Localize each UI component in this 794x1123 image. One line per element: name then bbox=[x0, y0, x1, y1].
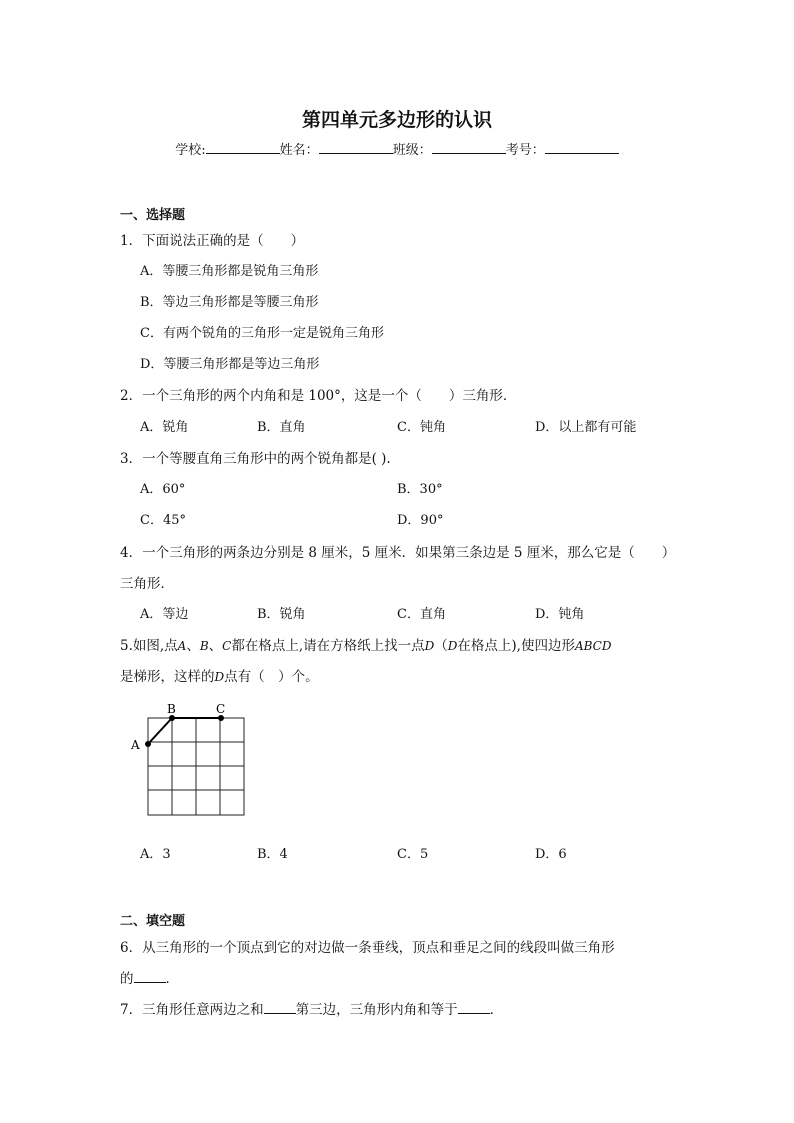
class-blank bbox=[432, 140, 506, 154]
point-c-ref: C bbox=[222, 639, 232, 653]
question-2-option-d: D．以上都有可能 bbox=[535, 420, 637, 435]
school-blank bbox=[206, 140, 280, 154]
question-1-option-b: B．等边三角形都是等腰三角形 bbox=[140, 295, 319, 310]
point-b-ref: B bbox=[199, 639, 209, 653]
question-6-blank[interactable] bbox=[134, 970, 166, 983]
question-5-option-c: C．5 bbox=[397, 847, 429, 862]
section-choice-heading: 一、选择题 bbox=[120, 208, 186, 223]
question-5-option-b: B．4 bbox=[257, 847, 288, 862]
point-a-dot bbox=[145, 741, 151, 747]
name-label: 姓名： bbox=[279, 143, 319, 158]
class-label: 班级： bbox=[392, 143, 432, 158]
question-4-option-b: B．锐角 bbox=[257, 607, 306, 622]
question-4-stem-line2: 三角形． bbox=[120, 576, 174, 592]
page-title: 第四单元多边形的认识 bbox=[301, 109, 492, 131]
question-2-stem: 2．一个三角形的两个内角和是 100°，这是一个（ ）三角形． bbox=[120, 388, 517, 404]
question-5-stem-line2 bbox=[120, 665, 319, 685]
label-c: C bbox=[216, 702, 226, 716]
question-3-option-d: D．90° bbox=[397, 513, 444, 528]
q7-text: 7．三角形任意两边之和 bbox=[120, 1002, 264, 1018]
question-6-stem-line1: 6．从三角形的一个顶点到它的对边做一条垂线，顶点和垂足之间的线段叫做三角形 bbox=[120, 940, 615, 956]
quadrilateral-ref: ABCD bbox=[574, 639, 612, 653]
question-1-option-d: D．等腰三角形都是等边三角形 bbox=[140, 357, 320, 372]
q5-text: 点有（ ）个。 bbox=[224, 669, 319, 685]
grid-figure bbox=[125, 698, 255, 823]
label-a: A bbox=[131, 738, 140, 752]
question-2-option-a: A．锐角 bbox=[140, 420, 189, 435]
q6-text: ． bbox=[165, 971, 179, 987]
section-fill-heading: 二、填空题 bbox=[120, 914, 186, 929]
question-7-blank-1[interactable] bbox=[264, 1001, 296, 1014]
question-4-stem-line1: 4．一个三角形的两条边分别是 8 厘米，5 厘米．如果第三条边是 5 厘米，那么它是（ ） bbox=[120, 545, 676, 561]
point-a-ref: A bbox=[177, 639, 187, 653]
q7-text: ． bbox=[489, 1002, 504, 1018]
question-4-option-c: C．直角 bbox=[397, 607, 446, 622]
question-1-option-a: A．等腰三角形都是锐角三角形 bbox=[140, 264, 319, 279]
q5-sep: 、 bbox=[186, 638, 200, 654]
student-info-line bbox=[0, 139, 794, 158]
point-d-ref: D bbox=[424, 639, 435, 653]
question-5-stem-line1 bbox=[120, 634, 611, 654]
segment-abc bbox=[148, 718, 221, 744]
question-4-option-a: A．等边 bbox=[140, 607, 189, 622]
point-d-ref: D bbox=[214, 670, 225, 684]
question-2-option-b: B．直角 bbox=[257, 420, 306, 435]
q5-text: 在格点上),使四边形 bbox=[457, 638, 575, 654]
question-7-stem bbox=[120, 998, 503, 1018]
question-2-option-c: C．钝角 bbox=[397, 420, 446, 435]
number-label: 考号： bbox=[505, 143, 545, 158]
question-5-option-d: D．6 bbox=[535, 847, 567, 862]
q5-text: 都在格点上,请在方格纸上找一点 bbox=[231, 638, 425, 654]
school-label: 学校: bbox=[175, 143, 206, 158]
question-5-option-a: A．3 bbox=[140, 847, 171, 862]
question-3-option-a: A．60° bbox=[140, 482, 186, 497]
q5-text: 5.如图,点 bbox=[120, 638, 178, 654]
q7-text: 第三边，三角形内角和等于 bbox=[295, 1002, 458, 1018]
question-1-stem: 1．下面说法正确的是（ ） bbox=[120, 233, 305, 249]
grid-lines bbox=[148, 718, 244, 815]
question-3-stem: 3．一个等腰直角三角形中的两个锐角都是( ). bbox=[120, 451, 391, 467]
q5-text: （ bbox=[434, 638, 448, 654]
question-6-stem-line2 bbox=[120, 967, 179, 987]
question-7-blank-2[interactable] bbox=[458, 1001, 490, 1014]
point-d-ref: D bbox=[447, 639, 458, 653]
q5-sep: 、 bbox=[208, 638, 223, 654]
label-b: B bbox=[167, 702, 176, 716]
question-1-option-c: C．有两个锐角的三角形一定是锐角三角形 bbox=[140, 326, 384, 341]
question-4-option-d: D．钝角 bbox=[535, 607, 585, 622]
q5-text: 是梯形，这样的 bbox=[120, 669, 215, 685]
number-blank bbox=[545, 140, 619, 154]
name-blank bbox=[319, 140, 393, 154]
question-3-option-c: C．45° bbox=[140, 513, 186, 528]
question-3-option-b: B．30° bbox=[397, 482, 443, 497]
q6-text: 的 bbox=[120, 971, 134, 987]
